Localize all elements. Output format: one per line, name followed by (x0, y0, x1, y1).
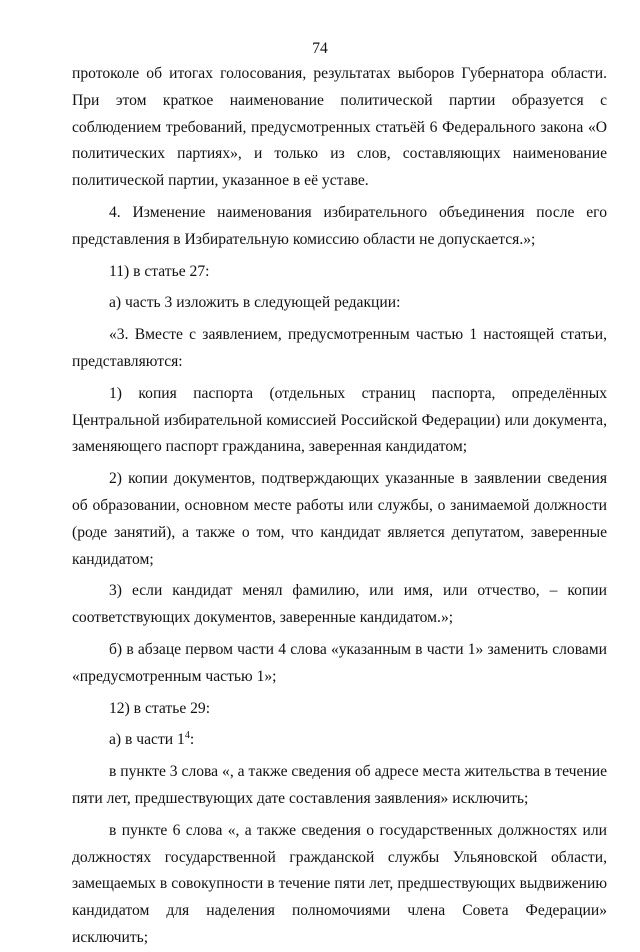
paragraph-part-1-4-colon: : (189, 731, 195, 749)
paragraph-subitem-3: 3) если кандидат менял фамилию, или имя, или отчество, – копии соответствующих документов, заверенные кандидатом.»; (72, 582, 607, 627)
document-body (72, 61, 607, 952)
paragraph-item-4: 4. Изменение наименования избирательного объединения после его представления в Избирательную комиссию области не допускается.»; (72, 203, 607, 248)
paragraph-part-1-4 (72, 727, 607, 754)
paragraph-subitem-1: 1) копия паспорта (отдельных страниц паспорта, определённых Центральной избирательной комиссией Российской Федерации) или документа, заменяющего паспорт гражданина, заверенная кандидатом; (72, 384, 607, 456)
paragraph-point-6: в пункте 6 слова «, а также сведения о государственных должностях или должностях государственной гражданской службы Ульяновской области, замещаемых в совокупности в течение пяти лет, предшествующих выдвижению кандидатом для наделения полномочиями члена Совета Федерации» исключить; (72, 821, 607, 946)
paragraph-part-3-edit: а) часть 3 изложить в следующей редакции: (109, 294, 401, 312)
paragraph-part-4-edit: б) в абзаце первом части 4 слова «указанным в части 1» заменить словами «предусмотренным частью 1»; (72, 640, 607, 685)
paragraph-subitem-2: 2) копии документов, подтверждающих указанные в заявлении сведения об образовании, основном месте работы или службы, о занимаемой должности (роде занятий), а также о том, что кандидат является депутатом, заверенные кандидатом; (72, 470, 607, 568)
superscript-4: 4 (184, 730, 190, 742)
paragraph-part-1-4-text: а) в части 1 (109, 731, 185, 749)
paragraph-article-27: 11) в статье 27: (109, 262, 210, 280)
paragraph-quote-3: «3. Вместе с заявлением, предусмотренным частью 1 настоящей статьи, представляются: (72, 326, 607, 370)
paragraph-continuation: протоколе об итогах голосования, результатах выборов Губернатора области. При этом краткое наименование политической партии образуется с соблюдением требований, предусмотренных статьёй 6 Федерального закона «О политических партиях», и только из слов, составляющих наименование политической партии, указанное в её уставе. (72, 65, 607, 190)
page-number: 74 (312, 40, 328, 57)
paragraph-article-29: 12) в статье 29: (109, 699, 211, 717)
paragraph-point-3: в пункте 3 слова «, а также сведения об адресе места жительства в течение пяти лет, предшествующих дате составления заявления» исключить; (72, 763, 607, 807)
